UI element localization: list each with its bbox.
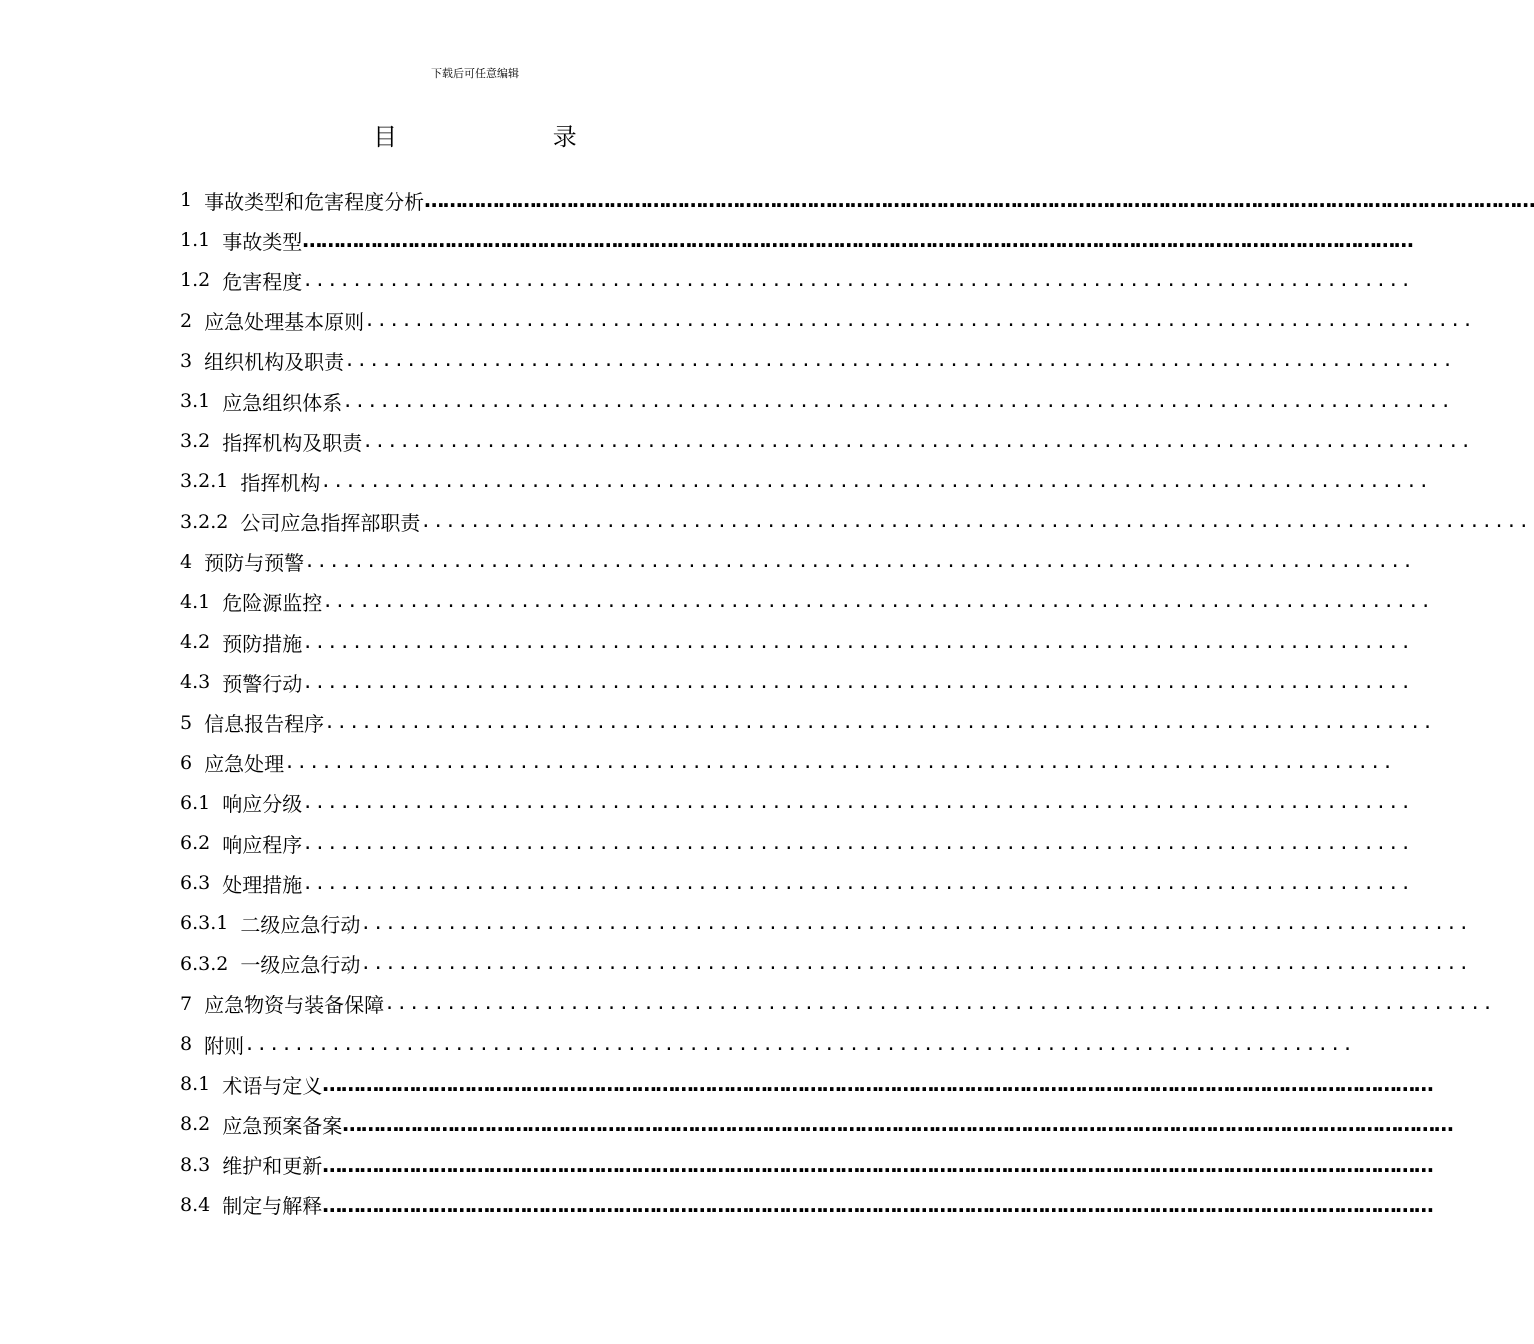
toc-entry[interactable] — [180, 1024, 1355, 1064]
toc-entry-number: 3.2.1 — [180, 470, 229, 493]
toc-leader-dots: .......................................................................................... — [320, 470, 1431, 492]
toc-entry-number: 8.1 — [180, 1073, 211, 1096]
toc-entry-number: 1.1 — [180, 229, 211, 252]
toc-entry-title: 一级应急行动 — [240, 953, 361, 978]
toc-entry[interactable] — [180, 301, 1475, 341]
toc-entry[interactable] — [180, 1145, 1433, 1185]
toc-entry[interactable] — [180, 863, 1413, 903]
toc-title: 目 录 — [373, 123, 651, 151]
toc-entry-title: 响应分级 — [222, 792, 303, 817]
toc-entry-number: 1.2 — [180, 269, 211, 292]
toc-leader-dots: .......................................................................................... — [302, 872, 1413, 894]
toc-entry[interactable] — [180, 220, 1413, 260]
toc-entry-title: 应急预案备案 — [222, 1113, 343, 1138]
toc-entry-title: 处理措施 — [222, 872, 303, 897]
toc-entry[interactable] — [180, 702, 1435, 742]
toc-entry[interactable] — [180, 542, 1415, 582]
toc-entry-title: 预防与预警 — [204, 551, 305, 576]
toc-entry-title: 预防措施 — [222, 631, 303, 656]
toc-leader-dots: .......................................................................................... — [364, 310, 1475, 332]
toc-leader-dots: ……………………………………………………………………………………………………………………………………………………………… — [424, 188, 1534, 213]
toc-leader-dots: ……………………………………………………………………………………………………………………………………………………………… — [322, 1152, 1433, 1177]
toc-entry-number: 2 — [180, 309, 193, 332]
toc-leader-dots: .......................................................................................... — [302, 269, 1413, 291]
toc-entry-number: 8.3 — [180, 1153, 211, 1176]
toc-entry-number: 4.3 — [180, 671, 211, 694]
toc-entry-title: 事故类型和危害程度分析 — [204, 189, 425, 214]
toc-entry[interactable] — [180, 783, 1413, 823]
toc-leader-dots: ……………………………………………………………………………………………………………………………………………………………… — [342, 1112, 1453, 1137]
toc-entry-title: 响应程序 — [222, 832, 303, 857]
toc-entry[interactable] — [180, 662, 1413, 702]
toc-entry-title: 术语与定义 — [222, 1073, 323, 1098]
toc-entry-number: 8.2 — [180, 1113, 211, 1136]
toc-entry-title: 应急组织体系 — [222, 390, 343, 415]
toc-entry[interactable] — [180, 260, 1413, 300]
toc-entry[interactable] — [180, 823, 1413, 863]
toc-entry[interactable] — [180, 1064, 1433, 1104]
toc-entry-title: 组织机构及职责 — [204, 350, 345, 375]
toc-entry-number: 6.3 — [180, 872, 211, 895]
toc-entry[interactable] — [180, 944, 1471, 984]
toc-entry-number: 8 — [180, 1033, 193, 1056]
toc-entry-title: 应急处理基本原则 — [204, 310, 365, 335]
toc-entry-title: 指挥机构及职责 — [222, 430, 363, 455]
toc-leader-dots: .......................................................................................... — [342, 390, 1453, 412]
toc-entry-number: 7 — [180, 992, 193, 1015]
toc-leader-dots: .......................................................................................... — [360, 953, 1471, 975]
toc-leader-dots: .......................................................................................... — [302, 792, 1413, 814]
toc-leader-dots: .......................................................................................... — [302, 671, 1413, 693]
toc-leader-dots: .......................................................................................... — [360, 912, 1471, 934]
toc-leader-dots: ……………………………………………………………………………………………………………………………………………………………… — [302, 228, 1413, 253]
toc-leader-dots: .......................................................................................... — [384, 993, 1495, 1015]
toc-leader-dots: .......................................................................................... — [302, 631, 1413, 653]
toc-entry-number: 4.2 — [180, 631, 211, 654]
toc-entry-title: 危害程度 — [222, 269, 303, 294]
toc-entry-number: 3.2.2 — [180, 510, 229, 533]
toc-entry-title: 制定与解释 — [222, 1194, 323, 1219]
header-note: 下载后可任意编辑 — [431, 67, 519, 80]
toc-entry-title: 二级应急行动 — [240, 912, 361, 937]
toc-entry-number: 3.1 — [180, 390, 211, 413]
table-of-contents — [180, 180, 1534, 1225]
toc-entry-title: 事故类型 — [222, 229, 303, 254]
toc-leader-dots: ……………………………………………………………………………………………………………………………………………………………… — [322, 1192, 1433, 1217]
toc-entry-title: 应急物资与装备保障 — [204, 993, 385, 1018]
toc-leader-dots: ……………………………………………………………………………………………………………………………………………………………… — [322, 1072, 1433, 1097]
toc-entry-number: 1 — [180, 189, 193, 212]
toc-entry-title: 预警行动 — [222, 671, 303, 696]
toc-leader-dots: .......................................................................................... — [362, 430, 1473, 452]
toc-entry[interactable] — [180, 903, 1471, 943]
toc-entry-title: 指挥机构 — [240, 470, 321, 495]
toc-entry[interactable] — [180, 582, 1433, 622]
toc-entry[interactable] — [180, 180, 1534, 220]
toc-leader-dots: .......................................................................................... — [344, 350, 1455, 372]
toc-leader-dots: .......................................................................................... — [302, 832, 1413, 854]
toc-entry-number: 6.1 — [180, 791, 211, 814]
toc-leader-dots: .......................................................................................... — [420, 511, 1531, 533]
toc-entry-number: 4.1 — [180, 590, 211, 613]
toc-entry[interactable] — [180, 1185, 1433, 1225]
toc-leader-dots: .......................................................................................... — [244, 1033, 1355, 1055]
toc-entry[interactable] — [180, 381, 1453, 421]
toc-entry-title: 维护和更新 — [222, 1154, 323, 1179]
toc-entry[interactable] — [180, 622, 1413, 662]
toc-entry[interactable] — [180, 341, 1455, 381]
toc-entry-number: 6.3.2 — [180, 952, 229, 975]
toc-entry-title: 应急处理 — [204, 752, 285, 777]
toc-entry-title: 危险源监控 — [222, 591, 323, 616]
toc-entry-number: 5 — [180, 711, 193, 734]
toc-entry[interactable] — [180, 743, 1395, 783]
toc-entry[interactable] — [180, 502, 1531, 542]
toc-entry-number: 6.3.1 — [180, 912, 229, 935]
toc-entry-number: 8.4 — [180, 1193, 211, 1216]
toc-entry-title: 信息报告程序 — [204, 712, 325, 737]
toc-entry-number: 3 — [180, 349, 193, 372]
toc-entry-number: 6 — [180, 751, 193, 774]
toc-entry-number: 4 — [180, 550, 193, 573]
toc-leader-dots: .......................................................................................... — [304, 551, 1415, 573]
toc-entry[interactable] — [180, 461, 1431, 501]
toc-entry-title: 公司应急指挥部职责 — [240, 511, 421, 536]
toc-entry[interactable] — [180, 984, 1495, 1024]
toc-entry-number: 3.2 — [180, 430, 211, 453]
toc-entry[interactable] — [180, 1104, 1453, 1144]
toc-leader-dots: .......................................................................................... — [322, 591, 1433, 613]
toc-entry-number: 6.2 — [180, 832, 211, 855]
toc-entry-title: 附则 — [204, 1033, 245, 1058]
toc-leader-dots: .......................................................................................... — [324, 712, 1435, 734]
toc-entry[interactable] — [180, 421, 1473, 461]
toc-leader-dots: .......................................................................................... — [284, 752, 1395, 774]
